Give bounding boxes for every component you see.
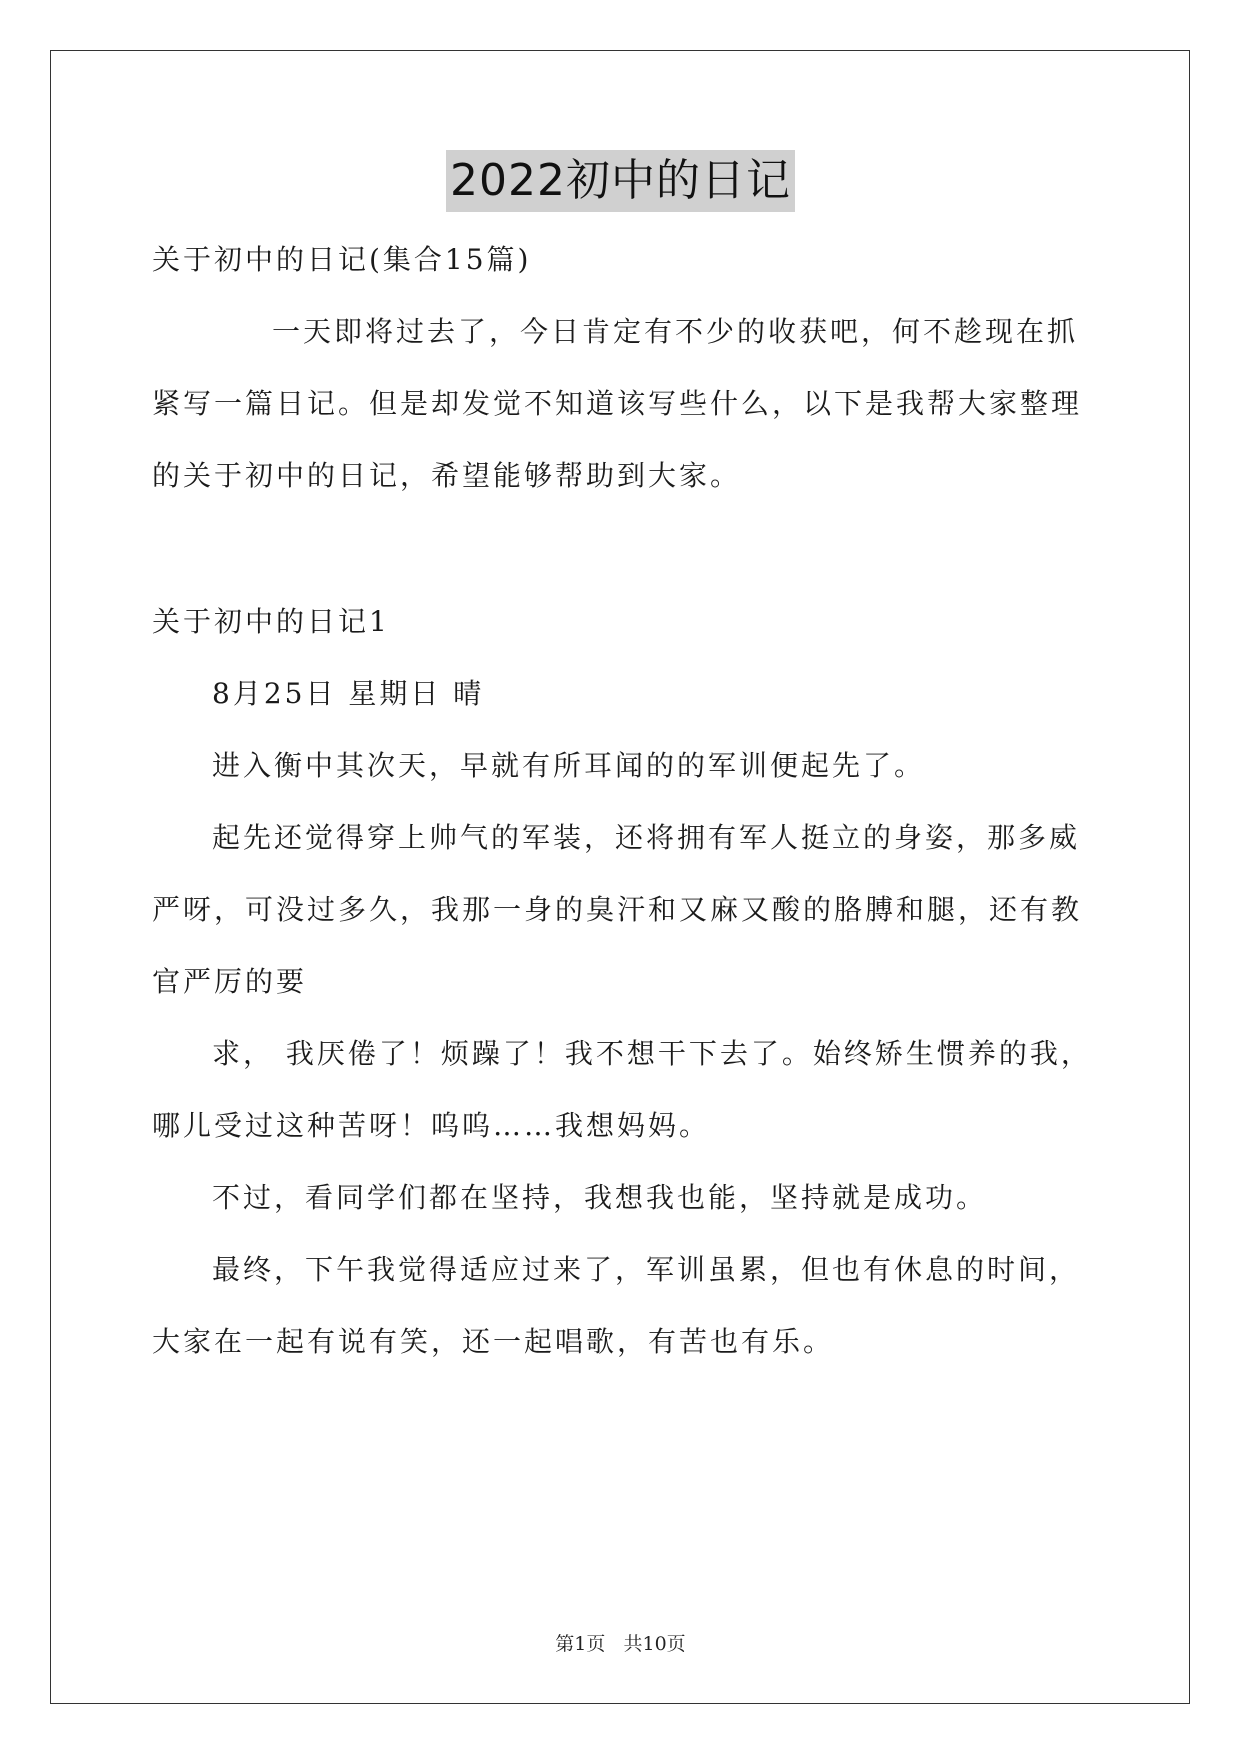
title-container (0, 150, 1241, 212)
diary-paragraph-line[interactable]: 求， 我厌倦了！烦躁了！我不想干下去了。始终矫生惯养的我， (212, 1037, 1092, 1070)
page-footer: 第1页 共10页 (555, 1633, 686, 1655)
subtitle-line[interactable]: 关于初中的日记(集合15篇) (152, 243, 532, 276)
diary-date-line[interactable]: 8月25日 星期日 晴 (212, 677, 485, 710)
diary-paragraph-line[interactable]: 官严厉的要 (152, 965, 308, 998)
document-title[interactable]: 2022初中的日记 (446, 150, 795, 212)
intro-paragraph-line[interactable]: 紧写一篇日记。但是却发觉不知道该写些什么，以下是我帮大家整理 (152, 387, 1083, 420)
diary-paragraph-line[interactable]: 大家在一起有说有笑，还一起唱歌，有苦也有乐。 (152, 1325, 835, 1358)
intro-paragraph-line[interactable]: 一天即将过去了，今日肯定有不少的收获吧，何不趁现在抓 (272, 315, 1079, 348)
diary-paragraph-line[interactable]: 进入衡中其次天，早就有所耳闻的的军训便起先了。 (212, 749, 926, 782)
diary-paragraph-line[interactable]: 严呀，可没过多久，我那一身的臭汗和又麻又酸的胳膊和腿，还有教 (152, 893, 1083, 926)
diary-paragraph-line[interactable]: 不过，看同学们都在坚持，我想我也能，坚持就是成功。 (212, 1181, 988, 1214)
section-heading[interactable]: 关于初中的日记1 (152, 605, 390, 638)
diary-paragraph-line[interactable]: 最终，下午我觉得适应过来了，军训虽累，但也有休息的时间， (212, 1253, 1081, 1286)
diary-paragraph-line[interactable]: 起先还觉得穿上帅气的军装，还将拥有军人挺立的身姿，那多威 (212, 821, 1081, 854)
page-border (50, 50, 1190, 1704)
intro-paragraph-line[interactable]: 的关于初中的日记，希望能够帮助到大家。 (152, 459, 742, 492)
diary-paragraph-line[interactable]: 哪儿受过这种苦呀！呜呜……我想妈妈。 (152, 1109, 711, 1142)
